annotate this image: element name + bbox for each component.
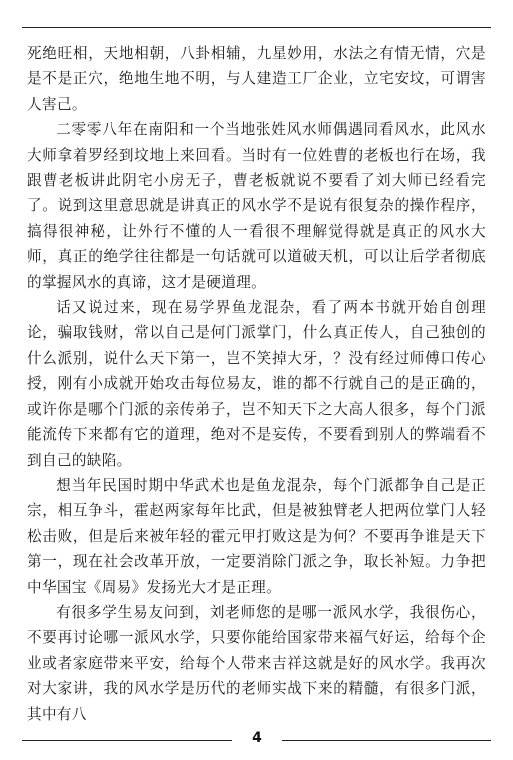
paragraph: 想当年民国时期中华武术也是鱼龙混杂，每个门派都争自己是正宗，相互争斗，霍赵两家每年比武，但是被独臂老人把两位掌门人轻松击败，但是后来被年轻的霍元甲打败这是为何？不要再争谁是天下第一，现在社会改革开放，一定要消除门派之争，取长补短。力争把中华国宝《周易》发扬光大才是正理。 (27, 476, 486, 596)
body-text (27, 41, 486, 727)
footer-rule-left (22, 740, 232, 741)
page-number: 4 (252, 730, 262, 746)
paragraph: 死绝旺相，天地相朝，八卦相辅，九星妙用，水法之有情无情，穴是是不是正穴，绝地生地不明，与人建造工厂企业，立宅安坟，可谓害人害己。 (27, 45, 486, 113)
paragraph: 话又说过来，现在易学界鱼龙混杂，看了两本书就开始自创理论，骗取钱财，常以自己是何门派掌门，什么真正传人，自己独创的什么派别，说什么天下第一，岂不笑掉大牙，？没有经过师傅口传心授，刚有小成就开始攻击每位易友，谁的都不行就自己的是正确的，或许你是哪个门派的亲传弟子，岂不知天下之大高人很多，每个门派能流传下来都有它的道理，绝对不是妄传，不要看到别人的弊端看不到自己的缺陷。 (27, 299, 486, 469)
header-rule (22, 27, 491, 28)
paragraph: 有很多学生易友问到，刘老师您的是哪一派风水学，我很伤心，不要再讨论哪一派风水学，只要你能给国家带来福气好运，给每个企业或者家庭带来平安，给每个人带来吉祥这就是好的风水学。我再次对大家讲，我的风水学是历代的老师实战下来的精髓，有很多门派，其中有八 (27, 603, 486, 723)
paragraph: 二零零八年在南阳和一个当地张姓风水师偶遇同看风水，此风水大师拿着罗经到坟地上来回看。当时有一位姓曹的老板也行在场，我跟曹老板讲此阴宅小房无子，曹老板就说不要看了刘大师已经看完了。说到这里意思就是讲真正的风水学不是说有很复杂的操作程序，搞得很神秘，让外行不懂的人一看很不理解觉得就是真正的风水大师，真正的绝学往往都是一句话就可以道破天机，可以让后学者彻底的掌握风水的真谛，这才是硬道理。 (27, 121, 486, 291)
footer-rule-right (282, 740, 491, 741)
